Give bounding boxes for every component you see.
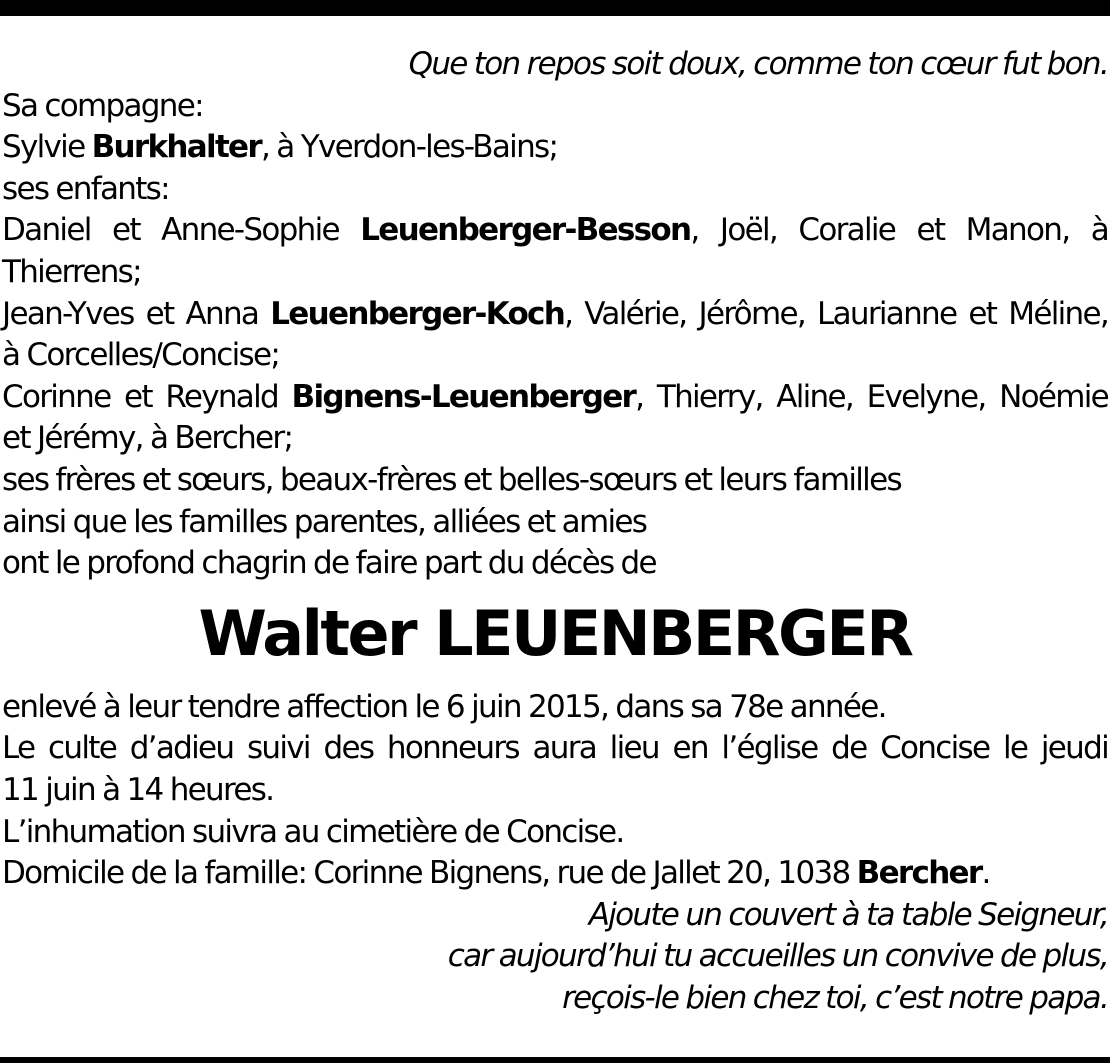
epigraph: Que ton repos soit doux, comme ton cœur fut bon.	[408, 46, 1108, 82]
closing-verse	[2, 895, 1108, 1020]
detail-line: L’inhumation suivra au cimetière de Concise.	[2, 813, 624, 850]
family-line: ses frères et sœurs, beaux-frères et belles-sœurs et leurs familles	[2, 461, 901, 498]
family-surname: Leuenberger-Koch	[270, 295, 565, 332]
family-line: Sa compagne:	[2, 87, 203, 124]
family-line: Daniel et Anne-Sophie Leuenberger-Besson, Joël, Coralie et Manon, à	[2, 212, 1108, 249]
family-line: à Corcelles/Concise;	[2, 337, 280, 374]
family-line: ses enfants:	[2, 170, 169, 207]
family-line: ont le profond chagrin de faire part du décès de	[2, 545, 656, 582]
deceased-name: Walter LEUENBERGER	[198, 596, 912, 670]
detail-line: enlevé à leur tendre affection le 6 juin 2015, dans sa 78e année.	[2, 688, 886, 725]
family-line: Corinne et Reynald Bignens-Leuenberger, Thierry, Aline, Evelyne, Noémie	[2, 378, 1108, 415]
family-surname: Burkhalter	[91, 129, 261, 166]
detail-line: Domicile de la famille: Corinne Bignens, rue de Jallet 20, 1038 Bercher.	[2, 855, 990, 892]
family-domicile-town: Bercher	[856, 855, 982, 892]
family-line: Sylvie Burkhalter, à Yverdon-les-Bains;	[2, 129, 558, 166]
ceremony-details	[2, 687, 1108, 895]
death-notice	[2, 44, 1108, 1019]
family-surname: Bignens-Leuenberger	[291, 378, 636, 415]
family-line: et Jérémy, à Bercher;	[2, 420, 293, 457]
top-rule	[0, 0, 1110, 16]
family-announcement	[2, 86, 1108, 585]
detail-line: 11 juin à 14 heures.	[2, 771, 274, 808]
family-line: Jean-Yves et Anna Leuenberger-Koch, Valérie, Jérôme, Laurianne et Méline,	[2, 295, 1108, 332]
detail-line: Le culte d’adieu suivi des honneurs aura lieu en l’église de Concise le jeudi	[2, 730, 1108, 767]
verse-line: reçois-le bien chez toi, c’est notre papa.	[562, 979, 1108, 1016]
family-surname: Leuenberger-Besson	[360, 212, 691, 249]
verse-line: Ajoute un couvert à ta table Seigneur,	[588, 896, 1108, 933]
family-line: ainsi que les familles parentes, alliées et amies	[2, 503, 647, 540]
family-line: Thierrens;	[2, 253, 141, 290]
verse-line: car aujourd’hui tu accueilles un convive de plus,	[447, 938, 1108, 975]
bottom-rule	[0, 1057, 1110, 1063]
